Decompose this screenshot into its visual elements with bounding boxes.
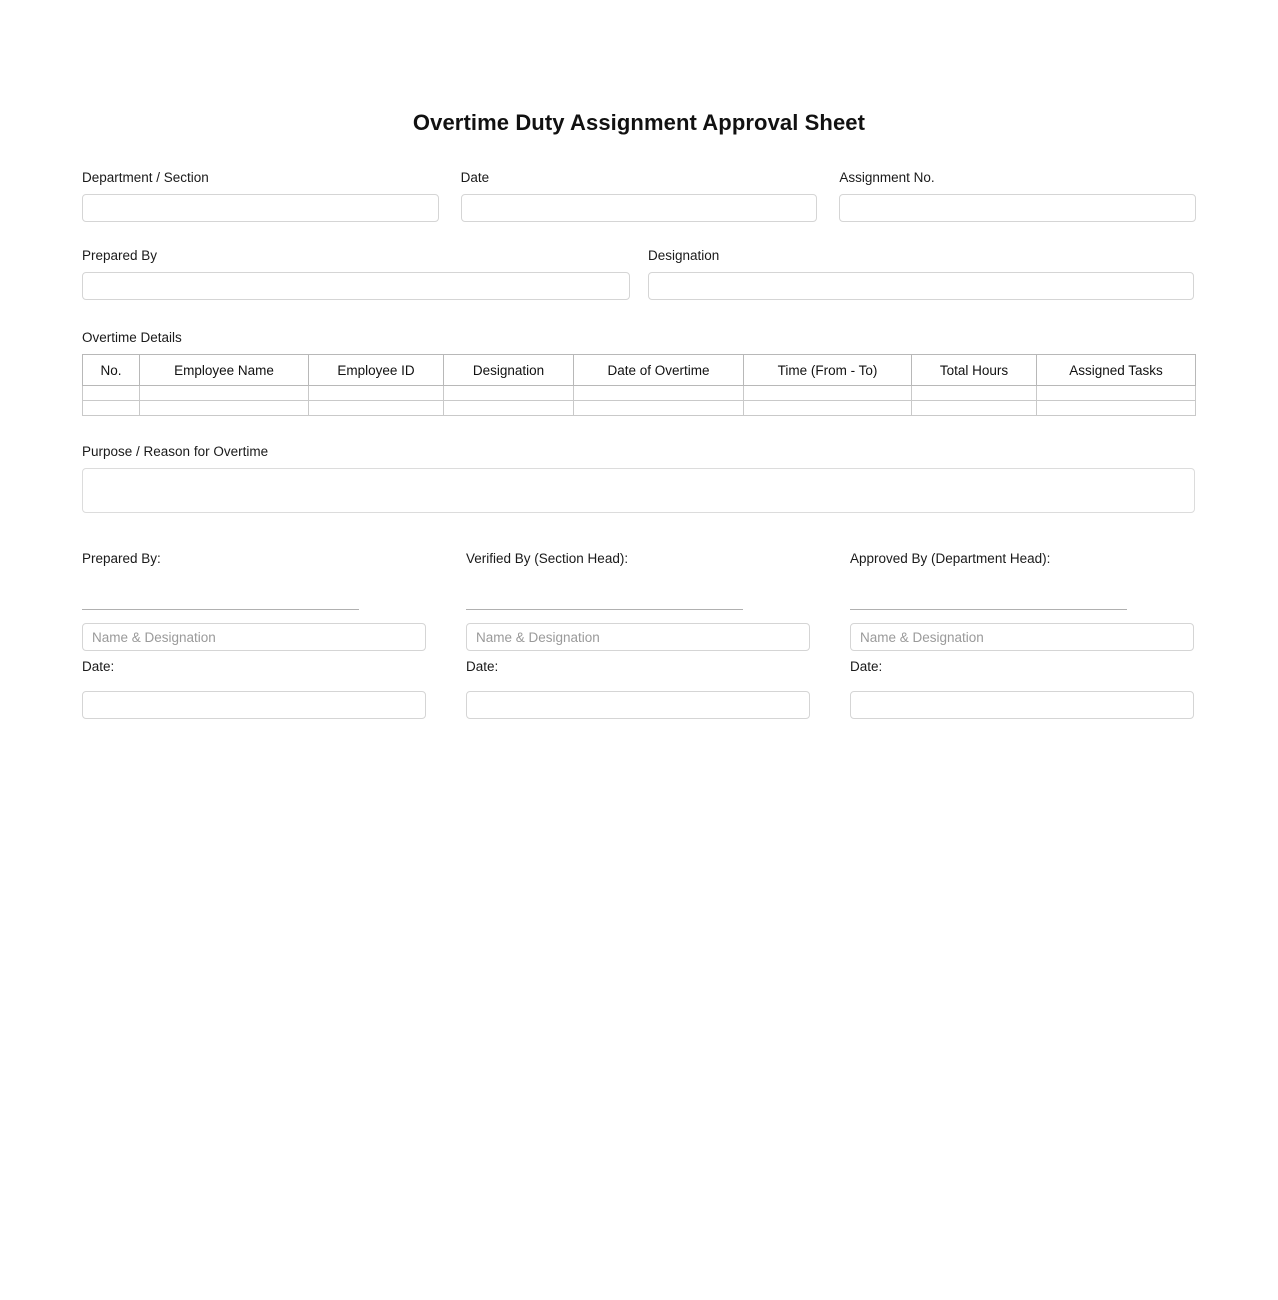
signature-date-input-verified-by[interactable] [466,691,810,719]
header-fields-row-2 [82,248,1196,300]
purpose-label: Purpose / Reason for Overtime [82,444,269,459]
signature-title-prepared-by: Prepared By: [82,551,161,566]
table-cell-total-hours[interactable] [912,401,1037,416]
signature-block-prepared-by [82,551,426,719]
table-cell-employee-name[interactable] [140,386,309,401]
label-prepared-by: Prepared By [82,248,158,263]
signature-line-verified-by [466,609,743,610]
table-row[interactable] [83,386,1196,401]
signature-block-verified-by [466,551,810,719]
signature-title-approved-by: Approved By (Department Head): [850,551,1051,566]
table-cell-no[interactable] [83,386,140,401]
field-designation [648,248,1194,300]
signature-date-input-approved-by[interactable] [850,691,1194,719]
assignment-no-input[interactable] [839,194,1196,222]
table-row[interactable] [83,401,1196,416]
column-header-date-of-overtime: Date of Overtime [574,355,744,386]
table-cell-time-from-to[interactable] [744,386,912,401]
table-cell-no[interactable] [83,401,140,416]
table-cell-total-hours[interactable] [912,386,1037,401]
table-cell-assigned-tasks[interactable] [1037,386,1196,401]
purpose-textarea[interactable] [82,468,1195,513]
column-header-designation: Designation [444,355,574,386]
column-header-no: No. [83,355,140,386]
column-header-employee-name: Employee Name [140,355,309,386]
label-date: Date [460,170,490,185]
signature-line-approved-by [850,609,1127,610]
date-input[interactable] [461,194,818,222]
table-cell-employee-name[interactable] [140,401,309,416]
label-designation: Designation [648,248,720,263]
table-cell-date-of-overtime[interactable] [574,401,744,416]
overtime-details-label: Overtime Details [82,330,182,345]
field-assignment-no [839,170,1196,222]
signature-block-approved-by [850,551,1194,719]
signature-row [82,551,1196,719]
field-prepared-by [82,248,630,300]
signature-name-input-prepared-by[interactable] [82,623,426,651]
label-assignment-no: Assignment No. [839,170,935,185]
table-cell-time-from-to[interactable] [744,401,912,416]
designation-input[interactable] [648,272,1194,300]
header-fields-row-1 [82,170,1196,222]
column-header-assigned-tasks: Assigned Tasks [1037,355,1196,386]
overtime-details-table [82,354,1196,416]
column-header-total-hours: Total Hours [912,355,1037,386]
table-cell-designation[interactable] [444,386,574,401]
signature-name-input-approved-by[interactable] [850,623,1194,651]
signature-date-input-prepared-by[interactable] [82,691,426,719]
table-cell-employee-id[interactable] [309,386,444,401]
label-department-section: Department / Section [82,170,209,185]
table-cell-designation[interactable] [444,401,574,416]
table-cell-employee-id[interactable] [309,401,444,416]
signature-name-input-verified-by[interactable] [466,623,810,651]
field-date [461,170,818,222]
column-header-employee-id: Employee ID [309,355,444,386]
table-cell-assigned-tasks[interactable] [1037,401,1196,416]
column-header-time-from-to: Time (From - To) [744,355,912,386]
page-title: Overtime Duty Assignment Approval Sheet [412,110,866,135]
field-department-section [82,170,439,222]
signature-line-prepared-by [82,609,359,610]
table-cell-date-of-overtime[interactable] [574,386,744,401]
signature-date-label-prepared-by: Date: [82,659,115,674]
signature-date-label-approved-by: Date: [850,659,883,674]
signature-date-label-verified-by: Date: [466,659,499,674]
prepared-by-input[interactable] [82,272,630,300]
table-header-row [83,355,1196,386]
department-section-input[interactable] [82,194,439,222]
signature-title-verified-by: Verified By (Section Head): [466,551,629,566]
